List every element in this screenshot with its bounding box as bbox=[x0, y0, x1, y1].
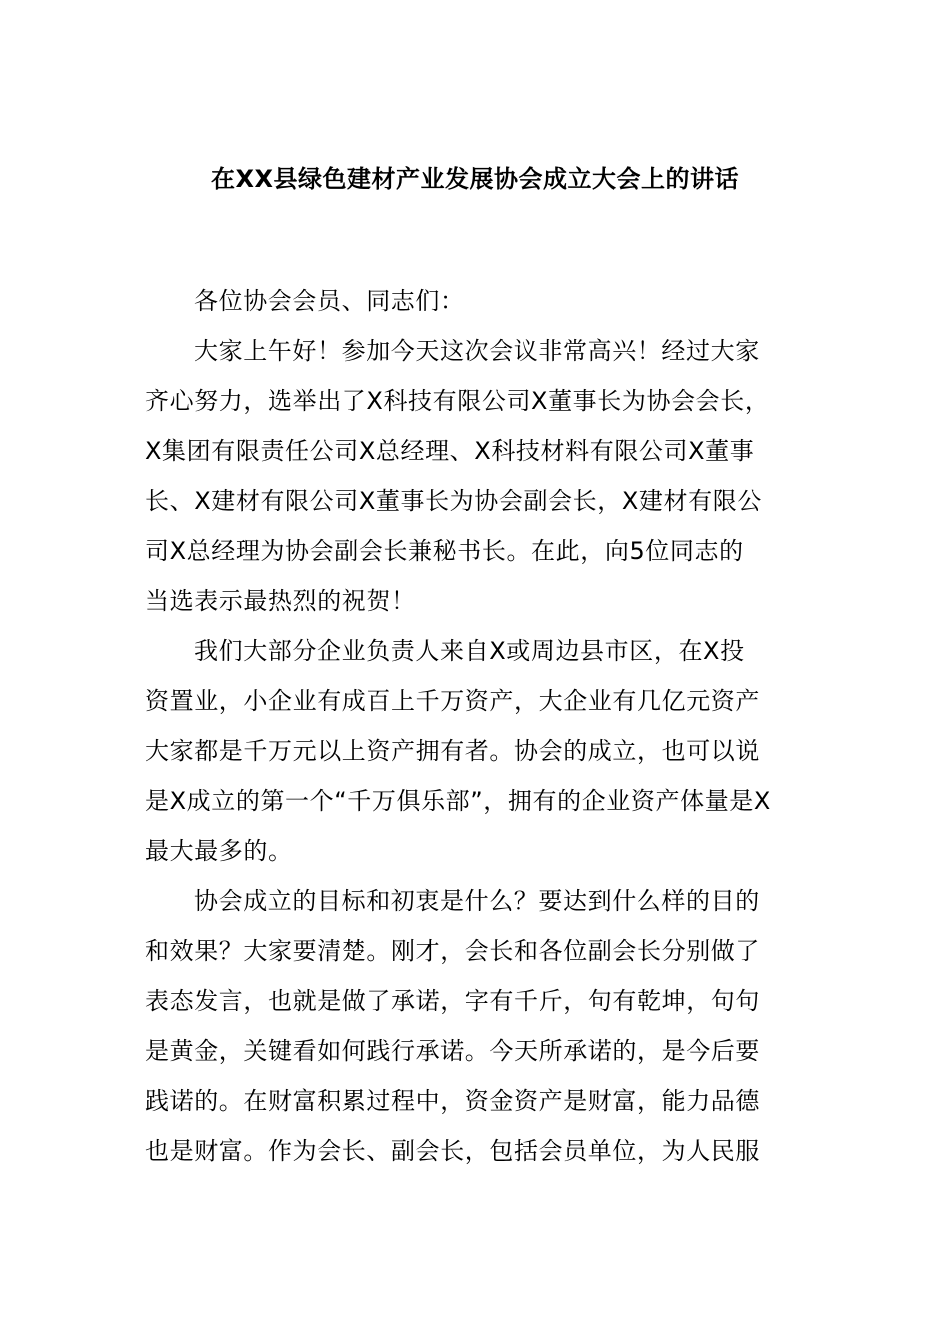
paragraph-line: 是黄金，关键看如何践行承诺。今天所承诺的，是今后要 bbox=[145, 1037, 760, 1065]
paragraph-line: 和效果？大家要清楚。刚才，会长和各位副会长分别做了 bbox=[145, 937, 760, 965]
paragraph-line: 当选表示最热烈的祝贺！ bbox=[145, 587, 416, 615]
paragraph-line: 践诺的。在财富积累过程中，资金资产是财富，能力品德 bbox=[145, 1087, 760, 1115]
paragraph-line: 司X总经理为协会副会长兼秘书长。在此，向5位同志的 bbox=[145, 537, 744, 565]
paragraph-line: 最大最多的。 bbox=[145, 837, 293, 865]
paragraph-line: 也是财富。作为会长、副会长，包括会员单位，为人民服 bbox=[145, 1137, 760, 1165]
paragraph-line: 是X成立的第一个“千万俱乐部”，拥有的企业资产体量是X bbox=[145, 787, 771, 815]
paragraph-line: 长、X建材有限公司X董事长为协会副会长，X建材有限公 bbox=[145, 487, 762, 515]
salutation-line: 各位协会会员、同志们： bbox=[194, 287, 465, 315]
document-title: 在XX县绿色建材产业发展协会成立大会上的讲话 bbox=[210, 165, 739, 193]
paragraph-line: 大家上午好！参加今天这次会议非常高兴！经过大家 bbox=[194, 337, 760, 365]
paragraph-line: 资置业，小企业有成百上千万资产，大企业有几亿元资产 bbox=[145, 687, 760, 715]
paragraph-line: 表态发言，也就是做了承诺，字有千斤，句有乾坤，句句 bbox=[145, 987, 760, 1015]
paragraph-line: X集团有限责任公司X总经理、X科技材料有限公司X董事 bbox=[145, 437, 755, 465]
paragraph-line: 协会成立的目标和初衷是什么？要达到什么样的目的 bbox=[194, 887, 760, 915]
paragraph-line: 我们大部分企业负责人来自X或周边县市区，在X投 bbox=[194, 637, 745, 665]
paragraph-line: 大家都是千万元以上资产拥有者。协会的成立，也可以说 bbox=[145, 737, 760, 765]
paragraph-line: 齐心努力，选举出了X科技有限公司X董事长为协会会长， bbox=[145, 387, 770, 415]
